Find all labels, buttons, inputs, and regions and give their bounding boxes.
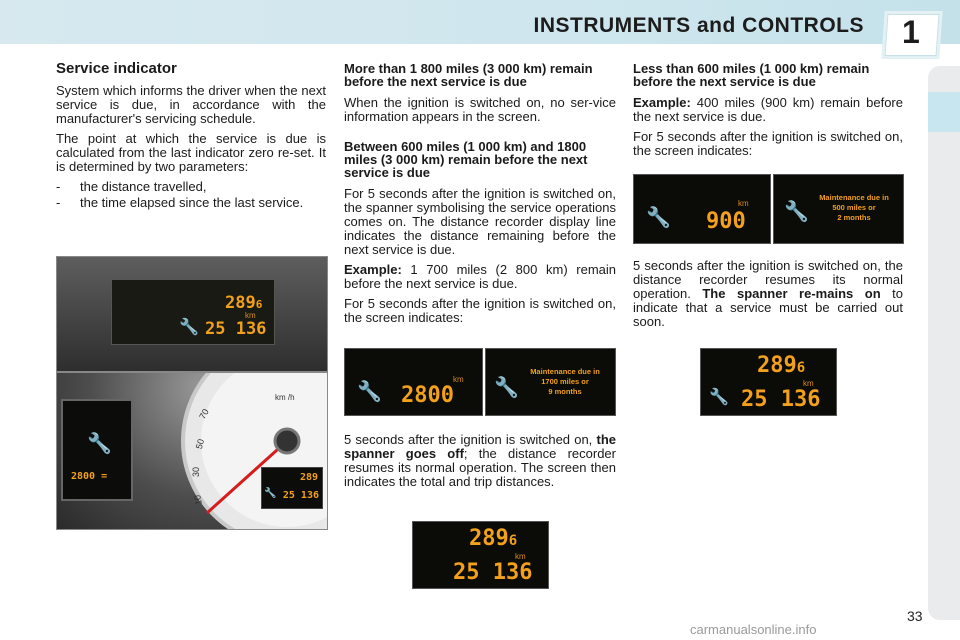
spanner-icon: 🔧 (87, 433, 112, 455)
spanner-icon: 🔧 (264, 488, 277, 499)
heading-less-than-600: Less than 600 miles (1 000 km) remain before the next service is due (633, 61, 870, 89)
paragraph-spanner-off: 5 seconds after the ignition is switched on, the spanner goes off; the distance recorder resumes its normal operation. The screen then indicates the total and trip distances. (344, 432, 616, 489)
paragraph: For 5 seconds after the ignition is switched on, the screen indicates: (633, 129, 903, 158)
page-title: INSTRUMENTS and CONTROLS (533, 14, 864, 37)
column-3 (633, 62, 903, 164)
heading-more-than-1800: More than 1 800 miles (3 000 km) remain before the next service is due (344, 61, 593, 89)
list-item: - the time elapsed since the last service. (56, 195, 304, 210)
column-3-continued (633, 259, 903, 335)
lcd-maintenance-message-1: 🔧 Maintenance due in 1700 miles or 9 months (485, 348, 616, 416)
lcd-normal-display-1: 2896 km 25 136 (412, 521, 549, 589)
lcd-remaining-900: 🔧 km 900 (633, 174, 771, 244)
dashboard-photo: 🔧 2800 = 70 50 30 10 km /h 289 🔧 25 136 (56, 372, 328, 530)
lcd-remaining-2800: 🔧 km 2800 (344, 348, 483, 416)
example-paragraph: Example: 400 miles (900 km) remain before the next service is due. (633, 95, 903, 124)
needle-hub (275, 429, 299, 453)
lcd-maintenance-message-2: 🔧 Maintenance due in 500 miles or 2 months (773, 174, 904, 244)
spanner-icon: 🔧 (784, 201, 809, 223)
spanner-icon: 🔧 (179, 319, 199, 336)
parameters-paragraph: The point at which the service is due is calculated from the last indicator zero re-set. It is determined by two parameters: (56, 131, 326, 174)
parameter-list (56, 180, 326, 210)
side-strip (928, 66, 960, 620)
odometer-lcd: 289 🔧 25 136 (261, 467, 323, 509)
page-number: 33 (907, 608, 923, 624)
spanner-icon: 🔧 (357, 381, 382, 403)
section-title: Service indicator (56, 60, 177, 77)
spanner-icon: 🔧 (494, 377, 519, 399)
example-paragraph: Example: 1 700 miles (2 800 km) remain before the next service is due. (344, 262, 616, 291)
paragraph: For 5 seconds after the ignition is switched on, the spanner symbolising the service operations comes on. The distance recorder display line indicates the distance remaining before the next service is due. (344, 186, 616, 257)
column-1 (56, 62, 326, 212)
chapter-number: 1 (902, 14, 920, 50)
paragraph: For 5 seconds after the ignition is switched on, the screen indicates: (344, 296, 616, 325)
column-2-continued (344, 433, 616, 495)
paragraph: When the ignition is switched on, no ser-vice information appears in the screen. (344, 95, 616, 124)
column-2 (344, 62, 616, 331)
paragraph-spanner-remains: 5 seconds after the ignition is switched on, the distance recorder resumes its normal operation. The spanner re-mains on to indicate that a service must be carried out soon. (633, 258, 903, 329)
left-lcd: 🔧 2800 = (61, 399, 133, 501)
spanner-icon: 🔧 (709, 389, 729, 406)
heading-between-600-1800: Between 600 miles (1 000 km) and 1800 miles (3 000 km) remain before the next service is due (344, 139, 588, 180)
spanner-icon: 🔧 (646, 207, 671, 229)
list-item: - the distance travelled, (56, 179, 207, 194)
instrument-display-photo: 2896 km 🔧 25 136 (56, 256, 328, 372)
lcd-normal-display-2: 2896 km 🔧 25 136 (700, 348, 837, 416)
intro-paragraph: System which informs the driver when the next service is due, in accordance with the manufacturer's servicing schedule. (56, 83, 326, 126)
side-strip-active-tab (928, 92, 960, 132)
watermark: carmanualsonline.info (690, 622, 817, 637)
